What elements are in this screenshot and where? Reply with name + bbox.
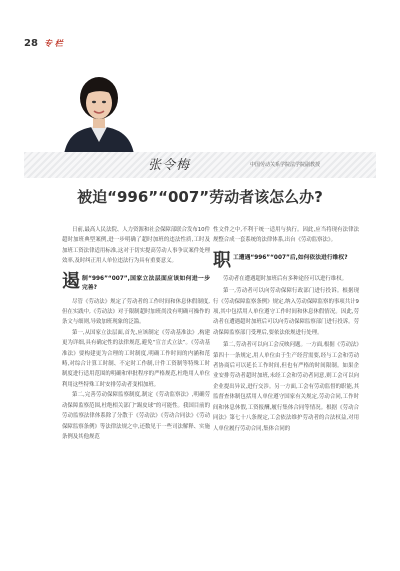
subheading-2-initial: 职 xyxy=(213,249,231,271)
author-signature: 张令梅 xyxy=(148,158,191,173)
author-photo xyxy=(60,72,138,154)
author-title: 中国劳动关系学院法学院副教授 xyxy=(250,162,321,168)
page-number: 28 xyxy=(24,38,38,49)
continued-paragraph: 性文件之中,不利于统一适用与执行。因此,应当将现有法律法规整合成一套系统的法律体系,出台《劳动监察法》。 xyxy=(213,227,359,244)
author-portrait-image xyxy=(60,72,138,154)
left-column xyxy=(62,225,210,442)
subheading-2 xyxy=(213,249,359,271)
body-paragraph: 第二,劳动者可以向工会反映问题。一方面,根据《劳动法》第四十一条规定,用人单位由于生产经营需要,经与工会和劳动者协商后可以延长工作时间,但也有严格的时间限制。如果企业安排劳动者超时加班,未经工会和劳动者同意,则工会可以向企业提出异议,进行交涉。另一方面,工会有劳动监督的职能,其监督查体制包括用人单位遵守国家有关规定,劳动合同,工作时间和休息休假,工资报酬,履行集体合同等情况。根据《劳动合同法》第七十八条规定,工会依法维护劳动者的合法权益,对用人单位履行劳动合同,集体合同的 xyxy=(213,342,359,432)
body-paragraph: 第二,完善劳动保障监察制度,制定《劳动监察法》,明确劳动保障监察范围,杜绝相关部门“踢皮球”的可能性。我国目前的劳动监察法律体系除了分散于《劳动法》《劳动合同法》《劳动保障监察条例》等法律法规之中,还数见于一些司法解释、实施条例及其他规范 xyxy=(62,392,210,440)
right-column xyxy=(213,225,359,434)
author-banner xyxy=(24,152,376,178)
subheading-1 xyxy=(62,270,210,293)
body-paragraph: 第一,从国家立法层面,首先,应该制定《劳动基准法》,构建更为详细,具有确定性的法律规范,避免“宣言式立法”。《劳动基准法》要构建更为合理的工时制度,明确工作时间的内涵和范畴,对综合计算工时制、不定时工作制,计件工资制等特殊工时制度进行适用范围的明确和审批程序的严格规范,杜绝用人单位利用这些特殊工时安排劳动者变相加班。 xyxy=(62,329,210,388)
subheading-1-initial: 遏 xyxy=(62,270,80,292)
subheading-2-text: 工遭遇“996”“007”后,如何依法进行维权? xyxy=(233,254,348,261)
intro-paragraph: 日前,最高人民法院、人力资源和社会保障部联合发布10件超时加班典型案例,进一步明确了超时加班的违法性质,工时及加班工资法律适用标准,这对于切实提高劳动人事争议案件处理效率,及时纠正用人单位违法行为具有重要意义。 xyxy=(62,227,210,265)
article-headline: 被迫“996”“007”劳动者该怎么办? xyxy=(77,188,323,206)
body-paragraph: 劳动者在遭遇超时加班后有多种途径可以进行维权。 xyxy=(223,275,347,282)
body-paragraph: 尽管《劳动法》规定了劳动者的工作时间和休息休假制度,但在实践中,《劳动法》对于限制超时加班尚没有明确可操作的条文与细则,导致加班现象的泛滥。 xyxy=(62,298,210,326)
subheading-1-text: 制“996”“007”,国家立法层面应该如何进一步完善? xyxy=(82,275,210,291)
section-label: 专 栏 xyxy=(44,39,63,48)
body-paragraph: 第一,劳动者可以向劳动保障行政部门进行投诉。根据现行《劳动保障监察条例》规定,纳入劳动保障监察的事项共计9项,其中包括用人单位遵守工作时间和休息休假情况。因此,劳动者在遭遇超时加班后可以向劳动保障监察部门进行投诉。劳动保障监察部门受理后,要依法依规进行处理。 xyxy=(213,288,359,336)
